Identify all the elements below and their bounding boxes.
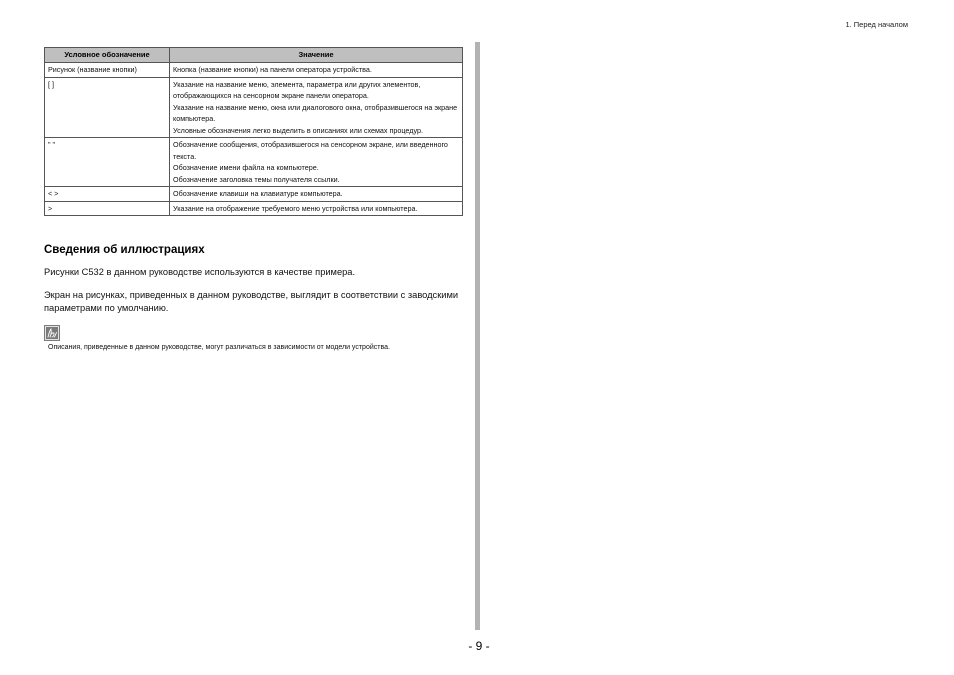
note-text: Описания, приведенные в данном руководстве, могут различаться в зависимости от модели устройства. [48,344,390,351]
page-number: - 9 - [468,639,490,653]
conventions-table [44,47,463,216]
meaning-line: Указание на название меню, элемента, параметра или других элементов, отображающихся на сенсорном экране панели оператора. [173,79,421,100]
main-content [44,47,462,351]
memo-icon-glyph [45,326,59,340]
column-header-symbol: Условное обозначение [45,48,170,63]
table-header-row [45,48,463,63]
table-cell-symbol: > [45,201,170,216]
memo-icon [44,325,60,341]
table-row [45,138,463,187]
meaning-line: Указание на отображение требуемого меню устройства или компьютера. [173,203,418,213]
page-divider [475,42,480,630]
table-cell-symbol: " " [45,138,170,187]
meaning-line: Обозначение сообщения, отобразившегося на сенсорном экране, или введенного текста. [173,140,448,161]
meaning-line: Обозначение имени файла на компьютере. [173,163,319,172]
table-row [45,63,463,78]
table-cell-meaning [170,63,463,78]
table-cell-symbol: < > [45,187,170,202]
meaning-line: Условные обозначения легко выделить в описаниях или схемах процедур. [173,125,423,135]
meaning-line: Указание на название меню, окна или диалогового окна, отобразившегося на экране компьютера. [173,102,458,123]
table-cell-meaning [170,201,463,216]
meaning-line: Обозначение клавиши на клавиатуре компьютера. [173,189,343,198]
section-title: Сведения об иллюстрациях [44,244,205,256]
meaning-line: Обозначение заголовка темы получателя ссылки. [173,174,340,184]
table-cell-symbol: Рисунок (название кнопки) [45,63,170,78]
table-cell-symbol: [ ] [45,77,170,138]
table-row [45,201,463,216]
column-header-meaning: Значение [170,48,463,63]
paragraph-example-model: Рисунки C532 в данном руководстве используются в качестве примера. [44,267,356,277]
table-cell-meaning [170,187,463,202]
table-cell-meaning [170,138,463,187]
table-row [45,77,463,138]
table-cell-meaning [170,77,463,138]
meaning-line: Кнопка (название кнопки) на панели оператора устройства. [173,65,372,74]
chapter-header: 1. Перед началом [845,20,908,29]
paragraph-default-settings: Экран на рисунках, приведенных в данном руководстве, выглядит в соответствии с заводскими параметрами по умолчанию. [44,290,459,313]
table-row [45,187,463,202]
